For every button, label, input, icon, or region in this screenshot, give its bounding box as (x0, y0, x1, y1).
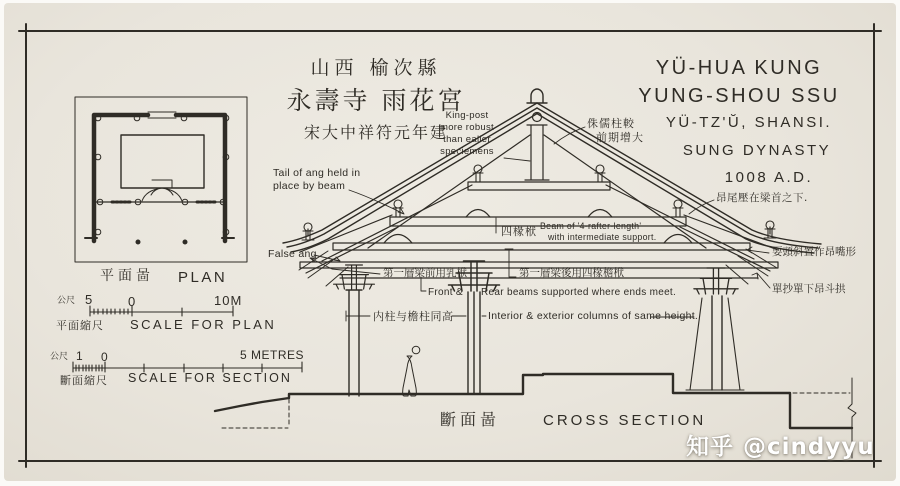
scale-section-caption-cn: 斷面縮尺 (60, 374, 108, 387)
title-en-line4: SUNG DYNASTY (682, 142, 832, 159)
annotation-beam4-cn: 四椽栿 (501, 225, 537, 238)
title-en-line5: 1008 A.D. (724, 169, 814, 186)
section-label-cn: 斷面啚 (440, 410, 501, 429)
scale-plan-zero: 0 (128, 294, 136, 309)
scale-plan-right: 10M (214, 293, 243, 308)
scale-section-right: 5 METRES (240, 348, 305, 362)
plan-drawing (75, 97, 247, 262)
scale-plan-left: 5 (85, 292, 93, 307)
annotation-shuatou-cn: 耍頭斜置作昂嘴形 (772, 246, 856, 258)
annotation-line: than ealier (443, 133, 491, 145)
scale-bar-plan (90, 306, 233, 316)
annotation-ang-tail-en (273, 167, 360, 193)
annotation-front-beam-cn: 第一層梁前用乳栿 (383, 267, 467, 279)
scale-section-caption-en: SCALE FOR SECTION (128, 371, 292, 385)
annotation-ang-tail-cn: 昂尾壓在梁首之下. (716, 192, 808, 204)
annotation-columns-cn: 内柱与檐柱同高 (373, 310, 454, 323)
title-en-line3: YÜ-TZ'Ŭ, SHANSI. (665, 114, 833, 131)
annotation-line: King-post (445, 110, 489, 121)
scale-plan-caption-en: SCALE FOR PLAN (130, 317, 277, 332)
annotation-king-post (424, 110, 510, 158)
annotation-line: speciemens (440, 145, 494, 157)
plan-label-en: PLAN (178, 269, 228, 286)
section-label-en: CROSS SECTION (543, 412, 707, 429)
annotation-line: 侏儒柱較 (587, 117, 635, 130)
section-columns (346, 290, 744, 396)
annotation-line: more robust (440, 121, 494, 133)
annotation-bracket-cn: 單抄單下昂斗拱 (772, 283, 846, 295)
scale-section-zero: 0 (101, 350, 108, 364)
scale-plan-caption-cn: 平面縮尺 (56, 319, 104, 332)
annotation-rear-beam-cn: 第一層梁後用四椽檐栿 (519, 267, 624, 279)
annotation-rear-beam-en: Rear beams supported where ends meet. (481, 287, 677, 298)
section-beams (300, 182, 778, 278)
scale-plan-unit: 公尺 (57, 296, 76, 306)
scale-human-figure (403, 346, 420, 396)
title-en-line1: YÜ-HUA KUNG (655, 57, 823, 79)
title-en-line2: YUNG-SHOU SSU (638, 85, 840, 107)
annotation-line: with intermediate support. (548, 231, 657, 242)
annotation-beam4-en (540, 221, 657, 242)
annotation-columns-en: Interior & exterior columns of same height. (488, 310, 699, 322)
scale-section-left: 1 (76, 349, 83, 363)
annotation-false-ang: False ang (268, 248, 317, 260)
title-cn-location: 山西 榆次縣 (310, 57, 442, 79)
annotation-line: Beam of '4-rafter-length' (540, 221, 642, 231)
watermark-text: 知乎 @cindyyu (686, 434, 875, 460)
annotation-dwarf-post (587, 117, 644, 145)
plan-label-cn: 平面啚 (100, 268, 154, 284)
annotation-line: 前期增大 (596, 130, 644, 144)
title-cn-name: 永壽寺 雨花宮 (286, 86, 466, 115)
annotation-front-beam-en: Front & (428, 287, 463, 298)
annotation-line: place by beam (273, 180, 346, 193)
title-cn-date: 宋大中祥符元年建 (303, 123, 448, 142)
scale-section-unit: 公尺 (50, 352, 69, 362)
annotation-line: Tail of ang held in (273, 167, 361, 179)
